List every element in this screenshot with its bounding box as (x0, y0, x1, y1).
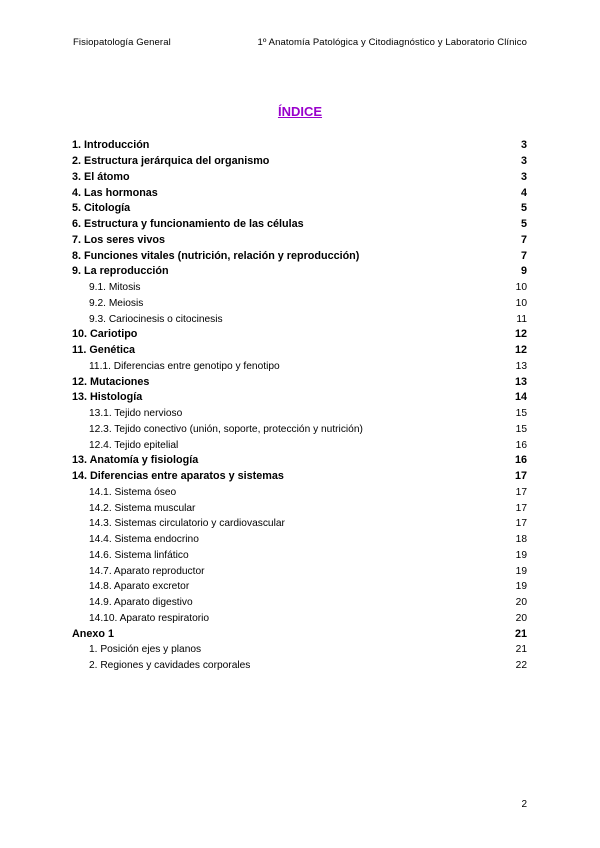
toc-entry-page: 22 (515, 660, 527, 672)
toc-entry-label: 13. Anatomía y fisiología (72, 454, 199, 467)
toc-entry-page: 11 (516, 313, 527, 325)
toc-entry-label: 13.1. Tejido nervioso (89, 408, 183, 420)
toc-entry[interactable] (72, 217, 527, 233)
toc-entry[interactable] (72, 280, 527, 296)
toc-entry[interactable] (72, 579, 527, 595)
toc-entry[interactable] (72, 343, 527, 359)
toc-entry-label: 6. Estructura y funcionamiento de las células (72, 218, 304, 231)
toc-entry-label: 2. Estructura jerárquica del organismo (72, 155, 270, 168)
toc-entry-label: Anexo 1 (72, 627, 115, 640)
toc-entry[interactable] (72, 563, 527, 579)
toc-entry[interactable] (72, 327, 527, 343)
toc-entry-label: 9.1. Mitosis (89, 282, 141, 294)
toc-entry-label: 14. Diferencias entre aparatos y sistemas (72, 470, 284, 483)
toc-entry[interactable] (72, 453, 527, 469)
toc-entry-label: 8. Funciones vitales (nutrición, relación y reproducción) (72, 249, 360, 262)
toc-entry-page: 17 (515, 502, 527, 514)
toc-entry[interactable] (72, 264, 527, 280)
toc-entry-page: 7 (520, 233, 527, 246)
toc-entry-label: 9.2. Meiosis (89, 297, 144, 309)
toc-entry-page: 3 (520, 170, 527, 183)
toc-entry[interactable] (72, 311, 527, 327)
toc-entry-page: 3 (520, 155, 527, 168)
toc-entry-page: 12 (514, 328, 527, 341)
toc-entry-page: 9 (520, 265, 527, 278)
toc-entry-page: 10 (515, 297, 527, 309)
toc-entry-page: 15 (515, 423, 527, 435)
toc-entry-label: 14.7. Aparato reproductor (89, 565, 205, 577)
toc-entry[interactable] (72, 390, 527, 406)
toc-entry-page: 14 (514, 391, 527, 404)
toc-entry-label: 14.9. Aparato digestivo (89, 597, 193, 609)
toc-entry-label: 14.10. Aparato respiratorio (89, 612, 210, 624)
toc-entry-page: 3 (520, 139, 527, 152)
toc-entry-label: 12.3. Tejido conectivo (unión, soporte, protección y nutrición) (89, 423, 363, 435)
toc-entry[interactable] (72, 611, 527, 627)
toc-entry[interactable] (72, 248, 527, 264)
table-of-contents (72, 138, 527, 674)
toc-entry-label: 14.6. Sistema linfático (89, 549, 189, 561)
toc-entry-label: 9.3. Cariocinesis o citocinesis (89, 313, 223, 325)
toc-entry-page: 20 (515, 597, 527, 609)
toc-entry-label: 5. Citología (72, 202, 131, 215)
toc-entry[interactable] (72, 374, 527, 390)
toc-entry-page: 18 (515, 534, 527, 546)
toc-entry-label: 1. Introducción (72, 139, 150, 152)
toc-entry-page: 19 (515, 565, 527, 577)
toc-entry[interactable] (72, 406, 527, 422)
toc-entry-page: 4 (520, 186, 527, 199)
toc-entry-page: 13 (514, 375, 527, 388)
toc-entry[interactable] (72, 548, 527, 564)
toc-entry-page: 21 (515, 644, 527, 656)
toc-entry-label: 9. La reproducción (72, 265, 169, 278)
toc-entry[interactable] (72, 500, 527, 516)
toc-entry-page: 5 (520, 218, 527, 231)
toc-entry-label: 14.3. Sistemas circulatorio y cardiovascular (89, 518, 285, 530)
toc-entry-label: 14.4. Sistema endocrino (89, 534, 199, 546)
toc-entry-label: 13. Histología (72, 391, 143, 404)
toc-entry-label: 2. Regiones y cavidades corporales (89, 660, 251, 672)
toc-entry-label: 14.8. Aparato excretor (89, 581, 190, 593)
toc-entry[interactable] (72, 359, 527, 375)
toc-entry-page: 17 (514, 470, 527, 483)
toc-entry[interactable] (72, 422, 527, 438)
toc-entry[interactable] (72, 469, 527, 485)
toc-entry[interactable] (72, 485, 527, 501)
toc-entry[interactable] (72, 154, 527, 170)
toc-entry-page: 20 (515, 612, 527, 624)
toc-entry-page: 19 (515, 549, 527, 561)
toc-entry-label: 11.1. Diferencias entre genotipo y fenotipo (89, 360, 280, 372)
toc-entry-page: 15 (515, 408, 527, 420)
toc-entry-label: 7. Los seres vivos (72, 233, 166, 246)
header-right: 1º Anatomía Patológica y Citodiagnóstico y Laboratorio Clínico (257, 37, 527, 48)
toc-entry[interactable] (72, 532, 527, 548)
toc-entry[interactable] (72, 201, 527, 217)
index-title: ÍNDICE (277, 104, 323, 119)
toc-entry[interactable] (72, 185, 527, 201)
toc-entry-page: 19 (515, 581, 527, 593)
toc-entry[interactable] (72, 437, 527, 453)
toc-entry-label: 10. Cariotipo (72, 328, 138, 341)
toc-entry[interactable] (72, 658, 527, 674)
toc-entry-page: 16 (515, 439, 527, 451)
toc-entry-label: 14.2. Sistema muscular (89, 502, 196, 514)
toc-entry[interactable] (72, 296, 527, 312)
toc-entry-label: 12.4. Tejido epitelial (89, 439, 179, 451)
toc-entry-label: 4. Las hormonas (72, 186, 158, 199)
toc-entry-page: 17 (515, 518, 527, 530)
toc-entry-label: 3. El átomo (72, 170, 130, 183)
toc-entry[interactable] (72, 626, 527, 642)
toc-entry-page: 13 (515, 360, 527, 372)
toc-entry-page: 7 (520, 249, 527, 262)
toc-entry-page: 16 (514, 454, 527, 467)
toc-entry-page: 12 (514, 344, 527, 357)
toc-entry-page: 5 (520, 202, 527, 215)
toc-entry-label: 1. Posición ejes y planos (89, 644, 202, 656)
toc-entry[interactable] (72, 233, 527, 249)
toc-entry[interactable] (72, 516, 527, 532)
toc-entry[interactable] (72, 595, 527, 611)
toc-entry-label: 14.1. Sistema óseo (89, 486, 177, 498)
toc-entry-page: 17 (515, 486, 527, 498)
toc-entry-label: 11. Genética (72, 344, 136, 357)
header-left: Fisiopatología General (73, 37, 171, 48)
toc-entry-page: 10 (515, 282, 527, 294)
toc-entry[interactable] (72, 170, 527, 186)
toc-entry-label: 12. Mutaciones (72, 375, 150, 388)
toc-entry[interactable] (72, 642, 527, 658)
toc-entry-page: 21 (514, 627, 527, 640)
page-number: 2 (521, 799, 527, 810)
toc-entry[interactable] (72, 138, 527, 154)
